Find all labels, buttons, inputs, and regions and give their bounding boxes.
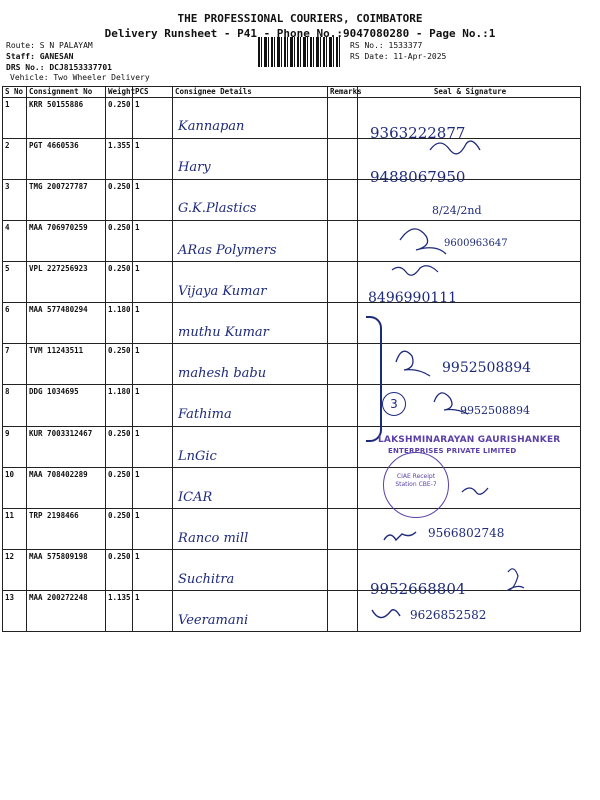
table-row	[3, 139, 581, 180]
row-weight: 0.250	[106, 467, 133, 508]
col-header-consignee: Consignee Details	[173, 87, 328, 98]
drs-line	[6, 63, 112, 73]
rs-no-line	[350, 41, 422, 51]
row-remarks	[328, 590, 358, 631]
col-header-consignment: Consignment No	[27, 87, 106, 98]
row-consignment-no: MAA 200272248	[27, 590, 106, 631]
row-pcs: 1	[133, 221, 173, 262]
row-pcs: 1	[133, 549, 173, 590]
row-signature-cell	[358, 303, 581, 344]
row-consignment-no: TRP 2198466	[27, 508, 106, 549]
row-weight: 0.250	[106, 549, 133, 590]
drs-label: DRS No.:	[6, 63, 45, 72]
row-sno: 4	[3, 221, 27, 262]
vehicle-value: Two Wheeler Delivery	[53, 73, 150, 82]
rs-date-label: RS Date:	[350, 52, 389, 61]
consignee-handwriting: G.K.Plastics	[178, 201, 257, 217]
row-sno: 1	[3, 98, 27, 139]
runsheet-subtitle: Delivery Runsheet - P41 - Phone No.:9047080280 - Page No.:1	[104, 27, 496, 40]
signature-handwriting: 9363222877	[370, 124, 466, 142]
staff-label: Staff:	[6, 52, 35, 61]
row-weight: 1.180	[106, 385, 133, 426]
row-remarks	[328, 180, 358, 221]
row-sno: 5	[3, 262, 27, 303]
row-sno: 13	[3, 590, 27, 631]
row-sno: 3	[3, 180, 27, 221]
row-sno: 12	[3, 549, 27, 590]
signature-handwriting: 8496990111	[368, 290, 458, 306]
row-pcs: 1	[133, 262, 173, 303]
vehicle-line	[10, 73, 150, 83]
consignee-handwriting: Hary	[178, 160, 211, 176]
row-consignment-no: KUR 7003312467	[27, 426, 106, 467]
signature-handwriting: 9952668804	[370, 580, 466, 598]
row-consignment-no: MAA 708402289	[27, 467, 106, 508]
row-sno: 10	[3, 467, 27, 508]
company-stamp	[378, 435, 560, 455]
row-weight: 0.250	[106, 508, 133, 549]
row-pcs: 1	[133, 467, 173, 508]
route-line	[6, 41, 93, 51]
signature-handwriting: 9952508894	[460, 404, 530, 417]
row-remarks	[328, 221, 358, 262]
stamp-line-2: ENTERPRISES PRIVATE LIMITED	[388, 447, 517, 455]
table-header-row	[3, 87, 581, 98]
runsheet-table	[2, 86, 581, 632]
row-weight: 0.250	[106, 426, 133, 467]
row-weight: 0.250	[106, 180, 133, 221]
row-sno: 2	[3, 139, 27, 180]
row-pcs: 1	[133, 344, 173, 385]
signature-handwriting: 8/24/2nd	[432, 204, 482, 217]
row-consignment-no: TVM 11243511	[27, 344, 106, 385]
rs-date-line	[350, 52, 446, 62]
table-row	[3, 467, 581, 508]
table-row	[3, 98, 581, 139]
table-row	[3, 590, 581, 631]
row-remarks	[328, 549, 358, 590]
consignee-handwriting: LnGic	[178, 448, 217, 464]
row-pcs: 1	[133, 180, 173, 221]
row-consignment-no: MAA 575809198	[27, 549, 106, 590]
row-weight: 1.135	[106, 590, 133, 631]
consignee-handwriting: muthu Kumar	[178, 325, 269, 340]
round-seal-text: CIAE Receipt Station CBE-7	[395, 473, 437, 488]
round-seal	[383, 452, 449, 518]
consignee-handwriting: Suchitra	[178, 572, 235, 588]
row-pcs: 1	[133, 590, 173, 631]
table-row	[3, 262, 581, 303]
row-consignment-no: PGT 4660536	[27, 139, 106, 180]
row-remarks	[328, 426, 358, 467]
row-remarks	[328, 508, 358, 549]
row-weight: 0.250	[106, 262, 133, 303]
rs-date-value: 11-Apr-2025	[393, 52, 447, 61]
row-remarks	[328, 344, 358, 385]
table-row	[3, 303, 581, 344]
row-pcs: 1	[133, 426, 173, 467]
row-pcs: 1	[133, 508, 173, 549]
row-sno: 8	[3, 385, 27, 426]
signature-handwriting: 9566802748	[428, 526, 505, 540]
stamp-line-1: LAKSHMINARAYAN GAURISHANKER	[378, 435, 561, 445]
consignee-handwriting: Kannapan	[178, 119, 245, 134]
row-consignment-no: TMG 200727787	[27, 180, 106, 221]
vehicle-label: Vehicle:	[10, 73, 49, 82]
col-header-remarks: Remarks	[328, 87, 358, 98]
row-pcs: 1	[133, 98, 173, 139]
rs-no-value: 1533377	[388, 41, 423, 50]
row-consignment-no: VPL 227256923	[27, 262, 106, 303]
row-consignment-no: KRR 50155886	[27, 98, 106, 139]
row-sno: 9	[3, 426, 27, 467]
row-remarks	[328, 467, 358, 508]
consignee-handwriting: Veeramani	[178, 613, 249, 629]
staff-line	[6, 52, 73, 62]
row-weight: 0.250	[106, 221, 133, 262]
col-header-weight: Weight	[106, 87, 133, 98]
row-sno: 7	[3, 344, 27, 385]
consignee-handwriting: Ranco mill	[178, 531, 249, 546]
row-pcs: 1	[133, 139, 173, 180]
staff-value: GANESAN	[39, 52, 74, 61]
barcode	[258, 37, 340, 67]
route-value: S N PALAYAM	[39, 41, 93, 50]
row-consignment-no: MAA 706970259	[27, 221, 106, 262]
row-weight: 1.355	[106, 139, 133, 180]
row-sno: 11	[3, 508, 27, 549]
row-pcs: 1	[133, 303, 173, 344]
route-label: Route:	[6, 41, 35, 50]
row-remarks	[328, 98, 358, 139]
row-remarks	[328, 385, 358, 426]
row-sno: 6	[3, 303, 27, 344]
row-remarks	[328, 139, 358, 180]
consignee-handwriting: Fathima	[178, 407, 232, 423]
consignee-handwriting: ARas Polymers	[178, 242, 277, 258]
grouping-brace	[366, 316, 382, 442]
consignee-handwriting: ICAR	[178, 489, 213, 505]
row-weight: 1.180	[106, 303, 133, 344]
signature-handwriting: 9626852582	[410, 608, 487, 622]
row-consignment-no: DDG 1034695	[27, 385, 106, 426]
table-row	[3, 549, 581, 590]
row-weight: 0.250	[106, 98, 133, 139]
runsheet-title: THE PROFESSIONAL COURIERS, COIMBATORE	[177, 12, 423, 25]
circled-count: 3	[382, 392, 406, 416]
row-remarks	[328, 303, 358, 344]
consignee-handwriting: mahesh babu	[178, 366, 267, 382]
consignee-handwriting: Vijaya Kumar	[178, 283, 267, 299]
col-header-sno: S No	[3, 87, 27, 98]
table-row	[3, 180, 581, 221]
signature-handwriting: 9600963647	[444, 238, 508, 249]
rs-no-label: RS No.:	[350, 41, 384, 50]
signature-handwriting: 9488067950	[370, 168, 466, 186]
row-consignment-no: MAA 577480294	[27, 303, 106, 344]
row-remarks	[328, 262, 358, 303]
col-header-signature: Seal & Signature	[358, 87, 581, 98]
signature-handwriting: 9952508894	[442, 360, 532, 376]
col-header-pcs: PCS	[133, 87, 173, 98]
row-weight: 0.250	[106, 344, 133, 385]
row-pcs: 1	[133, 385, 173, 426]
drs-value: DCJ8153337701	[49, 63, 112, 72]
